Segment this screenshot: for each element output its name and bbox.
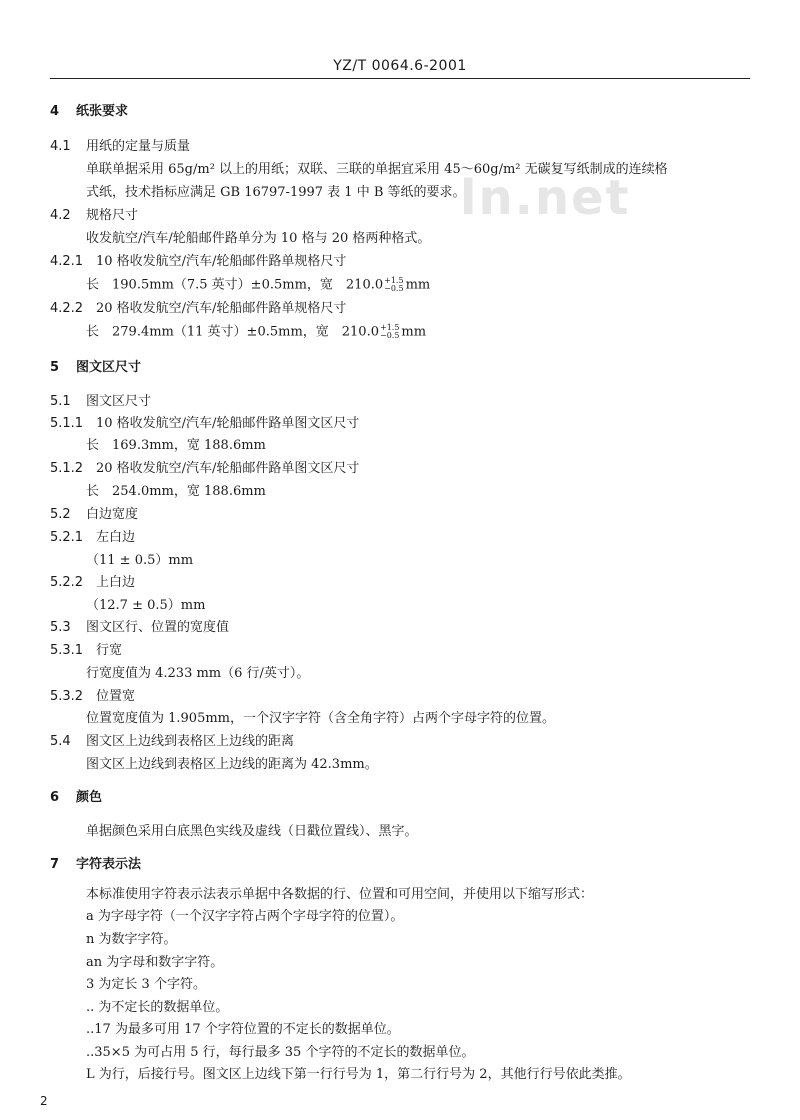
- section-5-3-heading: [50, 620, 229, 636]
- dimension-text: 长 190.5mm（7.5 英寸）±0.5mm，宽 210.0: [86, 277, 384, 293]
- paragraph: 位置宽度值为 1.905mm，一个汉字字符（含全角字符）占两个字母字符的位置。: [86, 711, 556, 726]
- paragraph: （11 ± 0.5）mm: [86, 553, 194, 568]
- section-5-2-heading: [50, 507, 138, 523]
- abbreviation-line: n 为数字字符。: [86, 932, 177, 947]
- section-number: 5.2.2: [50, 575, 84, 590]
- standard-code-header: YZ/T 0064.6-2001: [333, 58, 467, 74]
- header-rule: [50, 78, 750, 79]
- section-5-2-2-heading: [50, 575, 135, 591]
- section-6-heading: [50, 790, 102, 806]
- section-title: 10 格收发航空/汽车/轮船邮件路单图文区尺寸: [96, 416, 360, 431]
- paragraph: 行宽度值为 4.233 mm（6 行/英寸）。: [86, 666, 310, 681]
- section-5-2-1-heading: [50, 530, 135, 546]
- section-number: 5.1.2: [50, 461, 84, 476]
- section-number: 5: [50, 360, 60, 375]
- paragraph: 单据颜色采用白底黑色实线及虚线（日戳位置线）、黑字。: [86, 824, 418, 839]
- paragraph: 单联单据采用 65g/m² 以上的用纸；双联、三联的单据宜采用 45～60g/m² 无碳复写纸制成的连续格: [86, 162, 668, 177]
- section-number: 7: [50, 857, 60, 872]
- dimension-unit: mm: [405, 277, 431, 293]
- dimension-line: [86, 324, 426, 341]
- tolerance-lower: −0.5: [384, 284, 404, 293]
- section-4-2-1-heading: [50, 254, 346, 270]
- section-4-heading: [50, 104, 128, 120]
- section-number: 4.2.2: [50, 301, 84, 316]
- section-5-1-2-heading: [50, 461, 359, 477]
- section-title: 10 格收发航空/汽车/轮船邮件路单规格尺寸: [96, 254, 347, 269]
- section-title: 行宽: [96, 643, 123, 658]
- section-title: 位置宽: [96, 689, 136, 704]
- section-7-heading: [50, 857, 141, 873]
- watermark: ln.net: [460, 170, 631, 226]
- section-title: 图文区行、位置的宽度值: [86, 620, 230, 635]
- abbreviation-line: an 为字母和数字字符。: [86, 955, 224, 970]
- section-title: 20 格收发航空/汽车/轮船邮件路单规格尺寸: [96, 301, 347, 316]
- dimension-unit: mm: [401, 324, 427, 340]
- section-title: 用纸的定量与质量: [86, 139, 191, 154]
- abbreviation-line: L 为行，后接行号。图文区上边线下第一行行号为 1，第二行行号为 2，其他行行号依此类推。: [86, 1067, 631, 1082]
- section-title: 图文区尺寸: [86, 394, 152, 409]
- section-number: 5.3.1: [50, 643, 84, 658]
- tolerance: [380, 324, 399, 340]
- section-5-4-heading: [50, 734, 294, 750]
- paragraph: 式纸，技术指标应满足 GB 16797-1997 表 1 中 B 等纸的要求。: [86, 185, 466, 200]
- page-number: 2: [40, 1094, 48, 1108]
- paragraph: 图文区上边线到表格区上边线的距离为 42.3mm。: [86, 757, 378, 772]
- paragraph: 长 254.0mm，宽 188.6mm: [86, 484, 266, 499]
- abbreviation-line: 3 为定长 3 个字符。: [86, 977, 206, 992]
- section-number: 4: [50, 104, 60, 119]
- section-number: 4.2.1: [50, 254, 84, 269]
- section-number: 5.1: [50, 394, 71, 409]
- section-number: 5.1.1: [50, 416, 84, 431]
- abbreviation-line: ..35×5 为可占用 5 行，每行最多 35 个字符的不定长的数据单位。: [86, 1045, 475, 1060]
- section-4-2-heading: [50, 208, 138, 224]
- section-title: 纸张要求: [76, 104, 129, 119]
- section-title: 规格尺寸: [86, 208, 139, 223]
- section-number: 5.2: [50, 507, 71, 522]
- section-title: 上白边: [96, 575, 136, 590]
- section-number: 5.3.2: [50, 689, 84, 704]
- abbreviation-line: a 为字母字符（一个汉字字符占两个字母字符的位置）。: [86, 909, 404, 924]
- section-title: 20 格收发航空/汽车/轮船邮件路单图文区尺寸: [96, 461, 360, 476]
- paragraph: 收发航空/汽车/轮船邮件路单分为 10 格与 20 格两种格式。: [86, 231, 431, 246]
- section-title: 图文区上边线到表格区上边线的距离: [86, 734, 295, 749]
- section-number: 5.4: [50, 734, 71, 749]
- paragraph: 长 169.3mm，宽 188.6mm: [86, 438, 266, 453]
- section-number: 4.1: [50, 139, 71, 154]
- section-number: 5.3: [50, 620, 71, 635]
- section-5-1-heading: [50, 394, 151, 410]
- section-title: 图文区尺寸: [76, 360, 142, 375]
- section-5-3-2-heading: [50, 689, 135, 705]
- section-4-2-2-heading: [50, 301, 346, 317]
- section-number: 4.2: [50, 208, 71, 223]
- section-title: 颜色: [76, 790, 103, 805]
- tolerance: [384, 277, 403, 293]
- section-title: 左白边: [96, 530, 136, 545]
- abbreviation-line: .. 为不定长的数据单位。: [86, 1000, 229, 1015]
- dimension-text: 长 279.4mm（11 英寸）±0.5mm，宽 210.0: [86, 324, 379, 340]
- abbreviation-line: ..17 为最多可用 17 个字符位置的不定长的数据单位。: [86, 1022, 400, 1037]
- tolerance-lower: −0.5: [379, 331, 400, 340]
- section-5-1-1-heading: [50, 416, 359, 432]
- section-title: 字符表示法: [76, 857, 142, 872]
- section-4-1-heading: [50, 139, 190, 155]
- section-number: 6: [50, 790, 60, 805]
- abbreviation-line: 本标准使用字符表示法表示单据中各数据的行、位置和可用空间，并使用以下缩写形式：: [86, 887, 594, 902]
- section-5-3-1-heading: [50, 643, 122, 659]
- paragraph: （12.7 ± 0.5）mm: [86, 598, 206, 613]
- tolerance-upper: +1.5: [379, 323, 400, 332]
- tolerance-upper: +1.5: [384, 276, 404, 285]
- section-5-heading: [50, 360, 141, 376]
- section-number: 5.2.1: [50, 530, 84, 545]
- section-title: 白边宽度: [86, 507, 139, 522]
- dimension-line: [86, 277, 430, 294]
